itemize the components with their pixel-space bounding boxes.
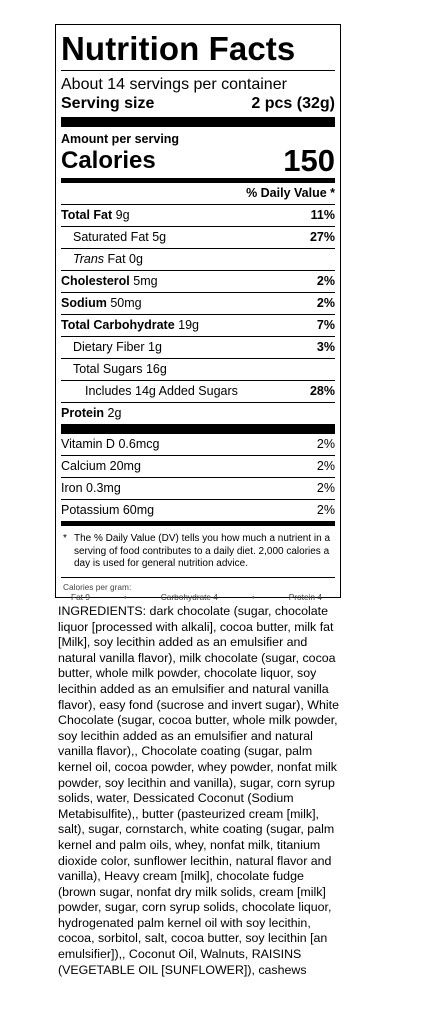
nutrient-row-cholesterol (61, 270, 335, 292)
calories-per-gram (61, 577, 335, 602)
nutrient-row-total-sugars (61, 358, 335, 380)
vitamin-amount: 0.3mg (86, 481, 121, 495)
nutrient-amount: 5g (152, 230, 167, 244)
cpg-separator: • (123, 591, 127, 602)
vitamin-name: Iron (61, 481, 83, 495)
calories-value: 150 (283, 143, 335, 178)
nutrient-amount: 1g (148, 340, 162, 354)
nutrient-name: Dietary Fiber (73, 340, 145, 354)
vitamin-row-vitamin-d (61, 434, 335, 455)
divider (61, 70, 335, 71)
nutrient-dv: 11% (310, 208, 335, 222)
calories-label: Calories (61, 147, 156, 174)
nutrient-name: Includes 14g Added Sugars (85, 384, 238, 398)
vitamin-amount: 0.6mcg (118, 437, 160, 451)
vitamin-name: Vitamin D (61, 437, 115, 451)
serving-size-value: 2 pcs (32g) (251, 95, 335, 112)
nutrient-amount: 5mg (133, 274, 158, 288)
nutrient-amount: 2g (107, 406, 122, 420)
ingredients-text: INGREDIENTS: dark chocolate (sugar, chocolate liquor [processed with alkali], cocoa butter, milk fat [Milk], soy lecithin added as an emulsifier and natural vanilla flavor), milk chocolate (sugar, cocoa butter, whole milk powder, chocolate liquor, soy lecithin added as an emulsifier and natural vanilla flavor), easy fond (sucrose and invert sugar), White Chocolate (sugar, cocoa butter, whole milk powder, soy lecithin added as an emulsifier and natural vanilla flavor),, Chocolate coating (sugar, palm kernel oil, cocoa powder, whey powder, nonfat milk powder, soy lecithin and vanilla), sugar, corn syrup solids, water, Dessicated Coconut (Sodium Metabisulfite),, butter (pasteurized cream [milk], salt), sugar, cornstarch, white coating (sugar, palm kernel and palm oils, whey, nonfat milk, titanium dioxide color, sunflower lecithin, natural flavor and vanilla), Heavy cream [milk], chocolate fudge (brown sugar, nonfat dry milk solids, cream [milk] powder, sugar, corn syrup solids, chocolate liquor, hydrogenated palm kernel oil with soy lecithin, cocoa, sorbitol, salt, cocoa butter, soy lecithin [an emulsifier]),, Coconut Oil, Walnuts, RAISINS (VEGETABLE OIL [SUNFLOWER]), cashews (58, 604, 339, 977)
serving-size-row (61, 94, 335, 114)
vitamin-row-potassium (61, 499, 335, 521)
daily-value-header: % Daily Value * (246, 186, 335, 200)
nutrient-amount: 16g (145, 362, 167, 376)
nutrient-row-total-fat (61, 204, 335, 226)
cpg-protein: Protein 4 (288, 591, 322, 602)
vitamin-dv: 2% (316, 503, 335, 517)
nutrient-row-sodium (61, 292, 335, 314)
nutrient-name: Protein (61, 406, 105, 420)
vitamin-name: Potassium (61, 503, 120, 517)
nutrient-row-protein (61, 402, 335, 424)
vitamin-amount: 60mg (122, 503, 155, 517)
nutrient-name: Total Fat (61, 208, 113, 222)
nutrient-dv: 2% (316, 296, 335, 310)
cpg-fat: Fat 9 (71, 591, 90, 602)
vitamin-dv: 2% (316, 481, 335, 495)
nutrient-amount: Fat 0g (107, 252, 143, 266)
nutrient-amount: 19g (178, 318, 200, 332)
nutrient-name: Saturated Fat (73, 230, 149, 244)
nutrient-name: Cholesterol (61, 274, 130, 288)
nutrient-row-saturated-fat (61, 226, 335, 248)
cpg-carbohydrate: Carbohydrate 4 (160, 591, 218, 602)
vitamin-name: Calcium (61, 459, 107, 473)
nutrient-name: Total Carbohydrate (61, 318, 175, 332)
nutrient-name: Sodium (61, 296, 107, 310)
vitamin-row-calcium (61, 455, 335, 477)
vitamin-dv: 2% (316, 437, 335, 451)
serving-size-label: Serving size (61, 95, 155, 112)
thick-divider (61, 424, 335, 434)
nutrient-dv: 7% (316, 318, 335, 332)
daily-value-footnote (61, 526, 335, 577)
nutrient-dv: 27% (309, 230, 335, 244)
nutrient-row-added-sugars (61, 380, 335, 402)
nutrient-dv: 28% (309, 384, 335, 398)
nutrient-row-trans-fat (61, 248, 335, 270)
nutrient-name: Total Sugars (73, 362, 143, 376)
nutrient-row-total-carbohydrate (61, 314, 335, 336)
vitamin-row-iron (61, 477, 335, 499)
cpg-separator: • (251, 591, 255, 602)
nutrient-name: Trans (73, 252, 105, 266)
amount-per-serving: Amount per serving (61, 132, 180, 146)
thick-divider (61, 117, 335, 127)
footnote-star: * (63, 533, 67, 544)
nutrition-facts-label (55, 24, 341, 602)
vitamin-dv: 2% (316, 459, 335, 473)
nutrient-row-dietary-fiber (61, 336, 335, 358)
nutrient-amount: 50mg (110, 296, 142, 310)
calories-per-gram-label: Calories per gram: (63, 581, 132, 592)
nutrient-dv: 3% (316, 340, 335, 354)
calories-per-gram-row (63, 592, 333, 602)
nutrient-dv: 2% (316, 274, 335, 288)
nutrient-amount: 9g (115, 208, 130, 222)
label-title: Nutrition Facts (61, 30, 296, 67)
servings-per-container: About 14 servings per container (61, 76, 287, 93)
calories-row (61, 143, 335, 178)
footnote-text: The % Daily Value (DV) tells you how much a nutrient in a serving of food contributes to a daily diet. 2,000 calories a day is used for general nutrition advice. (74, 533, 331, 569)
vitamin-amount: 20mg (109, 459, 141, 473)
